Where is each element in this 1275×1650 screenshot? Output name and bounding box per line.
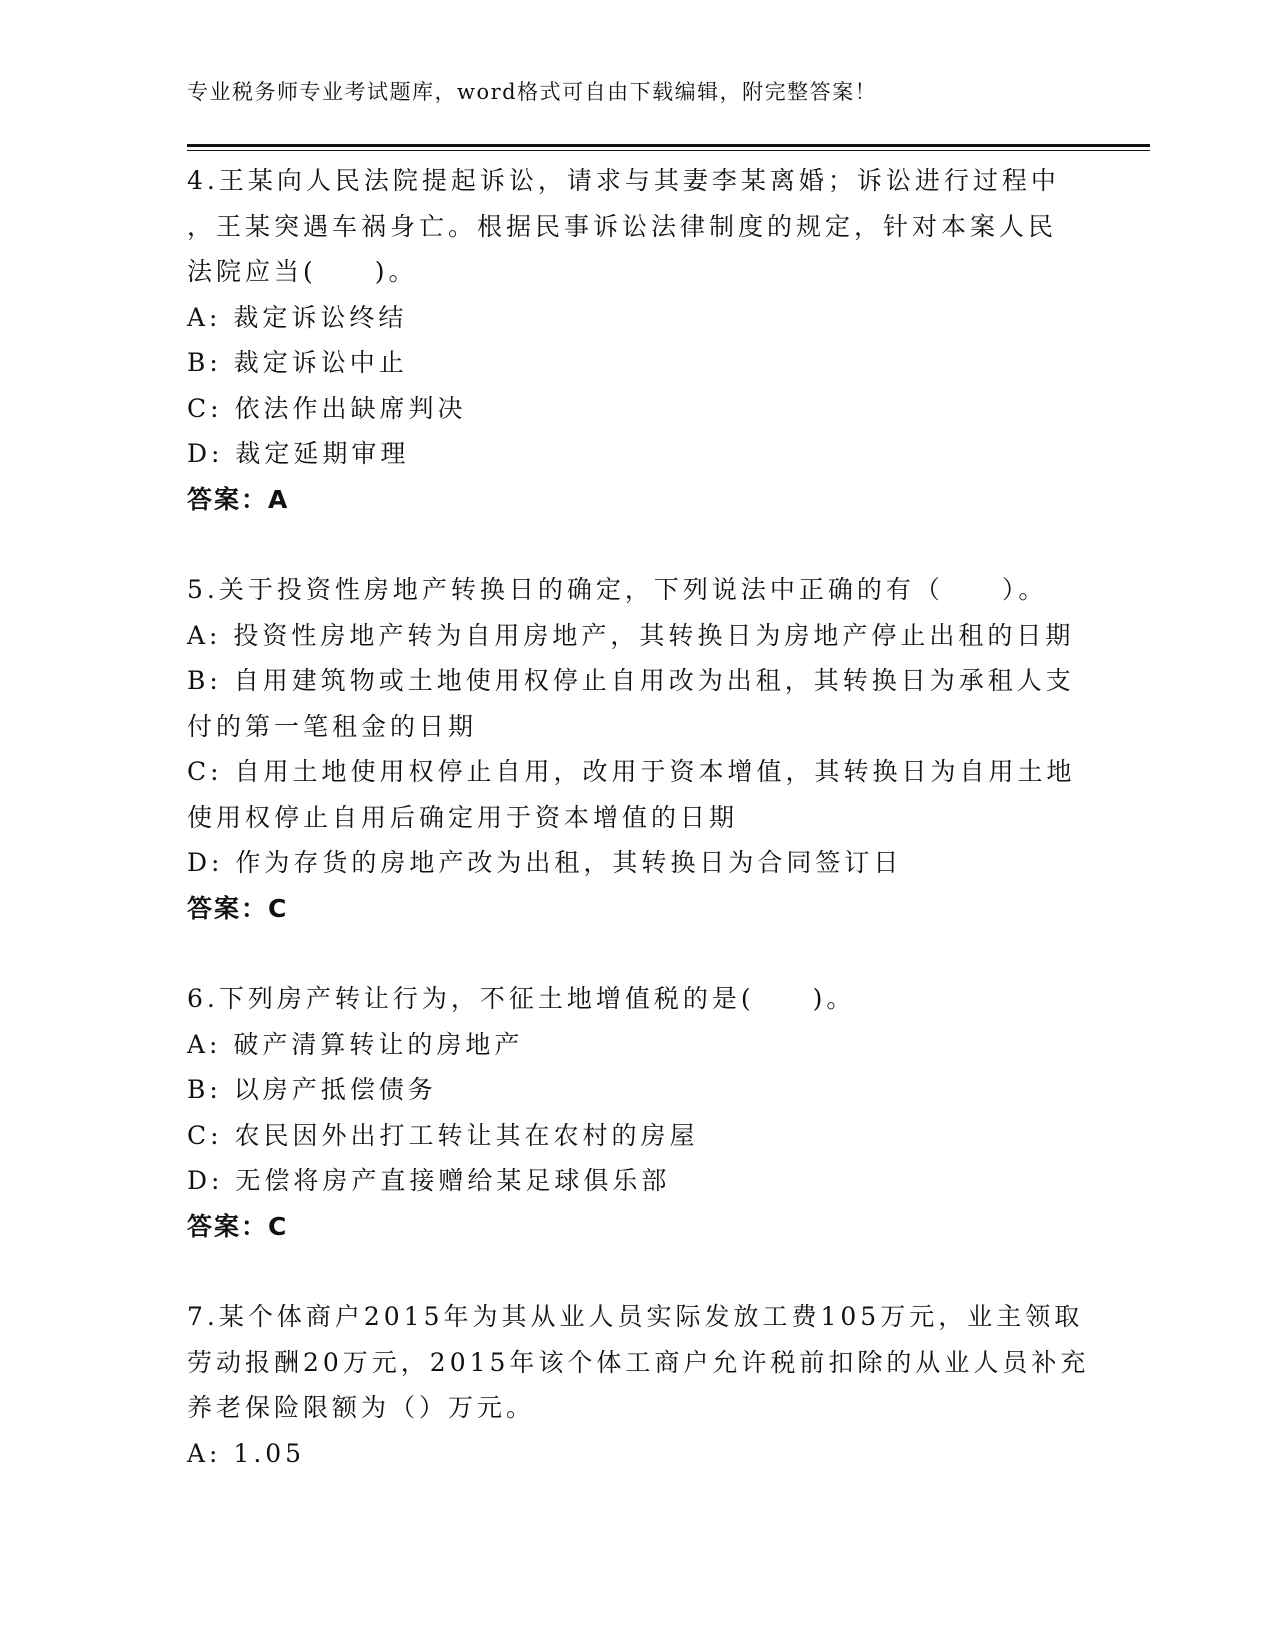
question-4: [187, 158, 1087, 522]
question-text-line: ，王某突遇车祸身亡。根据民事诉讼法律制度的规定，针对本案人民: [187, 211, 1058, 241]
option-d: D: 作为存货的房地产改为出租，其转换日为合同签订日: [187, 848, 903, 877]
option-a: A: 1.05: [187, 1438, 306, 1468]
page-header: 专业税务师专业考试题库，word格式可自由下载编辑，附完整答案！: [187, 80, 878, 104]
option-b: B: 裁定诉讼中止: [187, 348, 408, 377]
option-b: B: 以房产抵偿债务: [187, 1075, 437, 1104]
option-c: C: 依法作出缺席判决: [187, 393, 467, 423]
option-d: D: 裁定延期审理: [187, 439, 410, 468]
question-gap: [187, 931, 1087, 976]
question-5: [187, 567, 1087, 931]
header-rule-thick: [187, 144, 1150, 147]
question-list: [187, 158, 1090, 1476]
option-b-continued: 付的第一笔租金的日期: [187, 711, 478, 741]
question-7: [187, 1294, 1090, 1476]
question-6: [187, 976, 1087, 1249]
option-d: D: 无偿将房产直接赠给某足球俱乐部: [187, 1166, 671, 1195]
option-a: A: 投资性房地产转为自用房地产，其转换日为房地产停止出租的日期: [187, 620, 1075, 650]
question-text-line: 法院应当( )。: [187, 257, 418, 286]
question-text-line: 5.关于投资性房地产转换日的确定，下列说法中正确的有（ ）。: [187, 575, 1048, 604]
question-text-line: 4.王某向人民法院提起诉讼，请求与其妻李某离婚；诉讼进行过程中: [187, 166, 1060, 195]
option-c: C: 农民因外出打工转让其在农村的房屋: [187, 1120, 699, 1150]
question-gap: [187, 1249, 1087, 1294]
question-text-line: 7.某个体商户2015年为其从业人员实际发放工费105万元，业主领取: [187, 1302, 1084, 1331]
question-text-line: 养老保险限额为（）万元。: [187, 1393, 536, 1422]
option-a: A: 裁定诉讼终结: [187, 302, 408, 332]
question-text-line: 6.下列房产转让行为，不征土地增值税的是( )。: [187, 984, 856, 1013]
option-c: C: 自用土地使用权停止自用，改用于资本增值，其转换日为自用土地: [187, 757, 1076, 786]
question-gap: [187, 522, 1087, 567]
answer-label: 答案：A: [187, 484, 290, 514]
answer-label: 答案：C: [187, 893, 289, 923]
option-b: B: 自用建筑物或土地使用权停止自用改为出租，其转换日为承租人支: [187, 666, 1075, 695]
question-text-line: 劳动报酬20万元，2015年该个体工商户允许税前扣除的从业人员补充: [187, 1347, 1090, 1377]
header-rule-thin: [187, 150, 1150, 151]
option-c-continued: 使用权停止自用后确定用于资本增值的日期: [187, 802, 739, 832]
option-a: A: 破产清算转让的房地产: [187, 1029, 524, 1059]
answer-label: 答案：C: [187, 1211, 289, 1241]
